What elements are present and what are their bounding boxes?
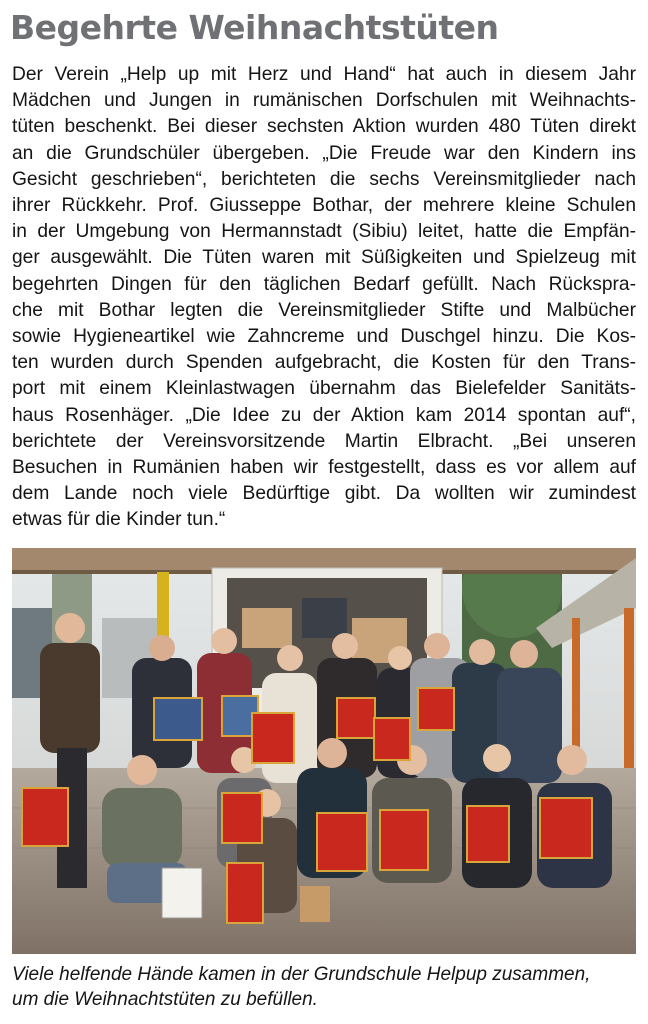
body-line: tüten beschenkt. Bei dieser sechsten Aktion wurden 480 Tüten direkt	[12, 116, 636, 138]
body-line: an die Grundschüler übergeben. „Die Freude war den Kindern ins	[12, 142, 636, 164]
body-line: begehrten Dingen für den täglichen Bedarf gefüllt. Nach Rückspra-	[12, 273, 636, 295]
body-line: sowie Hygieneartikel wie Zahncreme und Duschgel hinzu. Die Kos-	[12, 326, 636, 348]
body-line: Der Verein „Help up mit Herz und Hand“ hat auch in diesem Jahr	[12, 64, 636, 85]
body-line: ger ausgewählt. Die Tüten waren mit Süßigkeiten und Spielzeug mit	[12, 247, 636, 269]
body-line: che mit Bothar legten die Vereinsmitglieder Stifte und Malbücher	[12, 299, 636, 321]
caption-line: um die Weihnachtstüten zu befüllen.	[12, 989, 318, 1010]
body-line: ihrer Rückkehr. Prof. Giusseppe Bothar, der mehrere kleine Schulen	[12, 195, 636, 217]
body-line: haus Rosenhäger. „Die Idee zu der Aktion kam 2014 spontan auf“,	[12, 404, 636, 426]
body-line: port mit einem Kleinlastwagen übernahm das Bielefelder Sanitäts-	[12, 378, 636, 400]
photo-caption	[12, 962, 636, 1012]
article-headline: Begehrte Weihnachtstüten	[10, 8, 499, 47]
body-line: berichtete der Vereinsvorsitzende Martin Elbracht. „Bei unseren	[12, 430, 636, 452]
body-line: in der Umgebung von Hermannstadt (Sibiu) leitet, hatte die Empfän-	[12, 221, 636, 243]
article-body	[12, 62, 636, 534]
body-line: Mädchen und Jungen in rumänischen Dorfschulen mit Weihnachts-	[12, 90, 636, 112]
group-photo-illustration	[12, 548, 636, 954]
group-photo	[12, 548, 636, 954]
caption-line: Viele helfende Hände kamen in der Grundschule Helpup zusammen,	[12, 964, 591, 985]
body-line: ten wurden durch Spenden aufgebracht, die Kosten für den Trans-	[12, 352, 636, 374]
body-line: etwas für die Kinder tun.“	[12, 509, 226, 531]
body-line: Besuchen in Rumänien haben wir festgestellt, dass es vor allem auf	[12, 457, 636, 479]
body-line: Gesicht geschrieben“, berichteten die sechs Vereinsmitglieder nach	[12, 168, 636, 190]
body-line: dem Lande noch viele Bedürftige gibt. Da wollten wir zumindest	[12, 483, 636, 505]
